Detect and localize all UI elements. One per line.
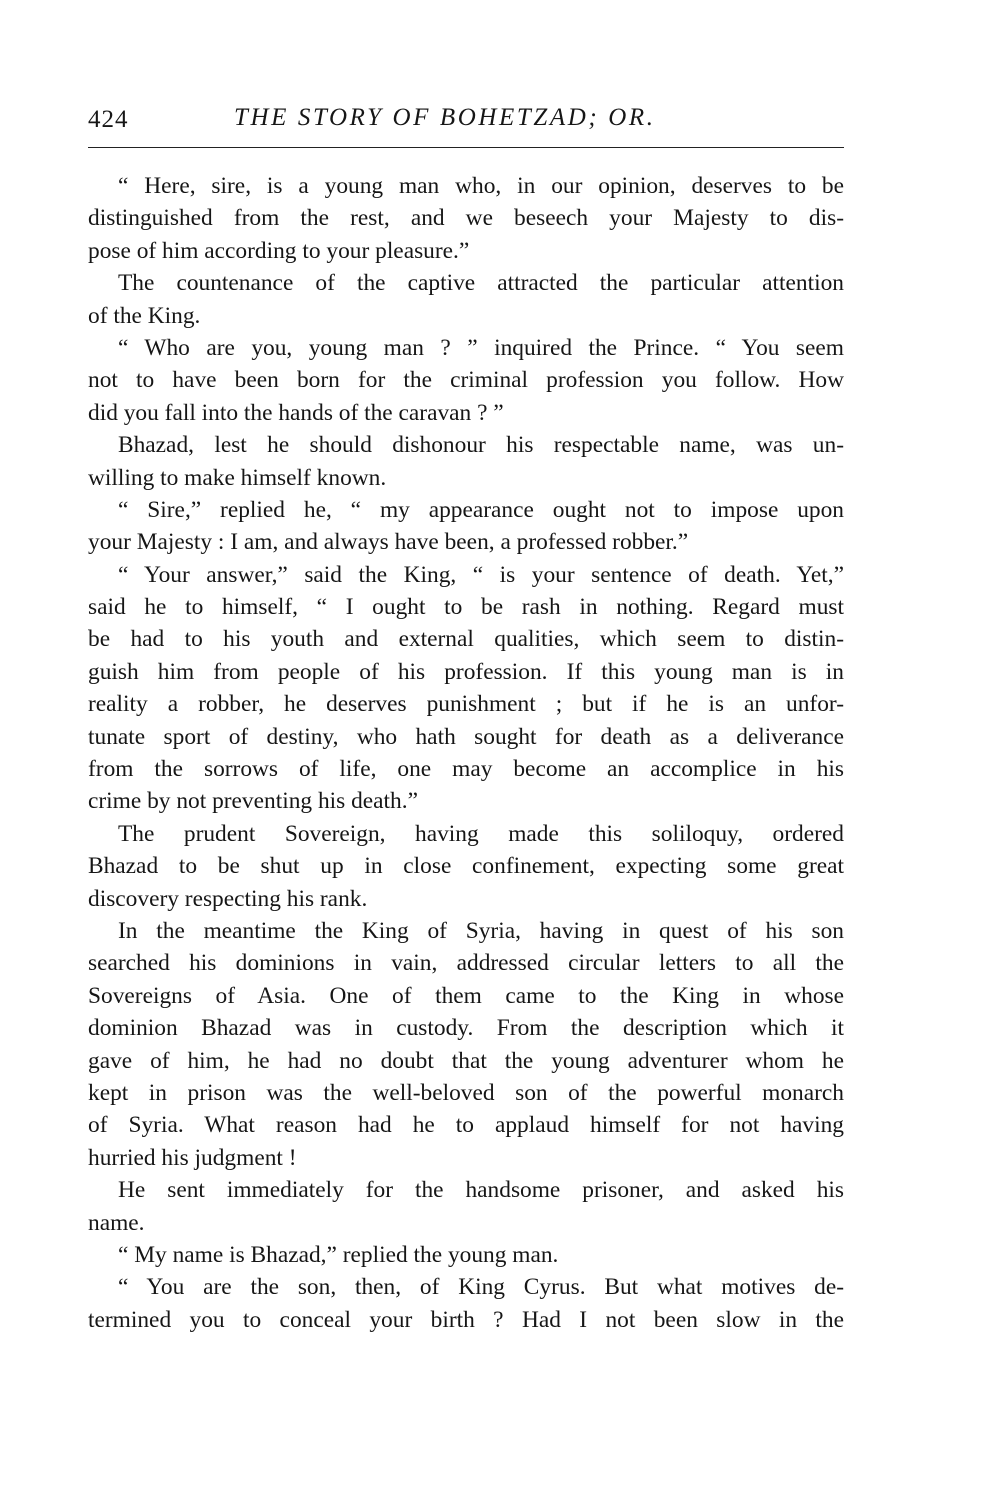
text-line: willing to make himself known. [88, 464, 387, 491]
text-line: of the King. [88, 302, 201, 329]
text-line: The countenance of the captive attracted the particular attention [118, 270, 844, 297]
text-line: “ My name is Bhazad,” replied the young man. [118, 1241, 559, 1268]
text-line: your Majesty : I am, and always have been, a professed robber.” [88, 529, 689, 556]
text-line: name. [88, 1209, 145, 1236]
text-line: said he to himself, “ I ought to be rash in nothing. Regard must [88, 594, 844, 621]
text-line: did you fall into the hands of the caravan ? ” [88, 399, 504, 426]
text-line: “ Sire,” replied he, “ my appearance ought not to impose upon [118, 496, 844, 523]
text-line: from the sorrows of life, one may become an accomplice in his [88, 756, 844, 783]
text-line: kept in prison was the well-beloved son of the powerful monarch [88, 1079, 844, 1106]
text-line: Sovereigns of Asia. One of them came to the King in whose [88, 982, 844, 1009]
text-line: tunate sport of destiny, who hath sought for death as a deliverance [88, 723, 844, 750]
header-rule [88, 147, 844, 148]
text-line: of Syria. What reason had he to applaud himself for not having [88, 1112, 844, 1139]
text-line: discovery respecting his rank. [88, 885, 368, 912]
text-line: “ Your answer,” said the King, “ is your sentence of death. Yet,” [118, 561, 844, 588]
running-title: THE STORY OF BOHETZAD; OR. [234, 104, 656, 131]
text-line: “ Who are you, young man ? ” inquired the Prince. “ You seem [118, 334, 844, 361]
page-number: 424 [88, 106, 129, 133]
text-line: searched his dominions in vain, addressed circular letters to all the [88, 950, 844, 977]
running-head [88, 100, 844, 144]
text-line: dominion Bhazad was in custody. From the description which it [88, 1015, 844, 1042]
text-line: The prudent Sovereign, having made this soliloquy, ordered [118, 820, 844, 847]
text-line: reality a robber, he deserves punishment ; but if he is an unfor- [88, 691, 844, 718]
text-line: distinguished from the rest, and we beseech your Majesty to dis- [88, 205, 844, 232]
text-line: In the meantime the King of Syria, having in quest of his son [118, 917, 844, 944]
body-text [88, 170, 844, 1336]
text-line: not to have been born for the criminal profession you follow. How [88, 367, 844, 394]
text-line: be had to his youth and external qualities, which seem to distin- [88, 626, 844, 653]
text-line: termined you to conceal your birth ? Had I not been slow in the [88, 1306, 844, 1333]
text-line: crime by not preventing his death.” [88, 788, 418, 815]
text-line: “ Here, sire, is a young man who, in our opinion, deserves to be [118, 173, 844, 199]
text-line: “ You are the son, then, of King Cyrus. But what motives de- [118, 1274, 844, 1301]
text-line: guish him from people of his profession. If this young man is in [88, 658, 844, 685]
text-line: Bhazad to be shut up in close confinement, expecting some great [88, 853, 844, 880]
text-line: pose of him according to your pleasure.” [88, 237, 470, 264]
text-line: He sent immediately for the handsome prisoner, and asked his [118, 1177, 844, 1204]
text-line: Bhazad, lest he should dishonour his respectable name, was un- [118, 432, 844, 459]
text-line: hurried his judgment ! [88, 1144, 297, 1171]
text-line: gave of him, he had no doubt that the young adventurer whom he [88, 1047, 844, 1074]
